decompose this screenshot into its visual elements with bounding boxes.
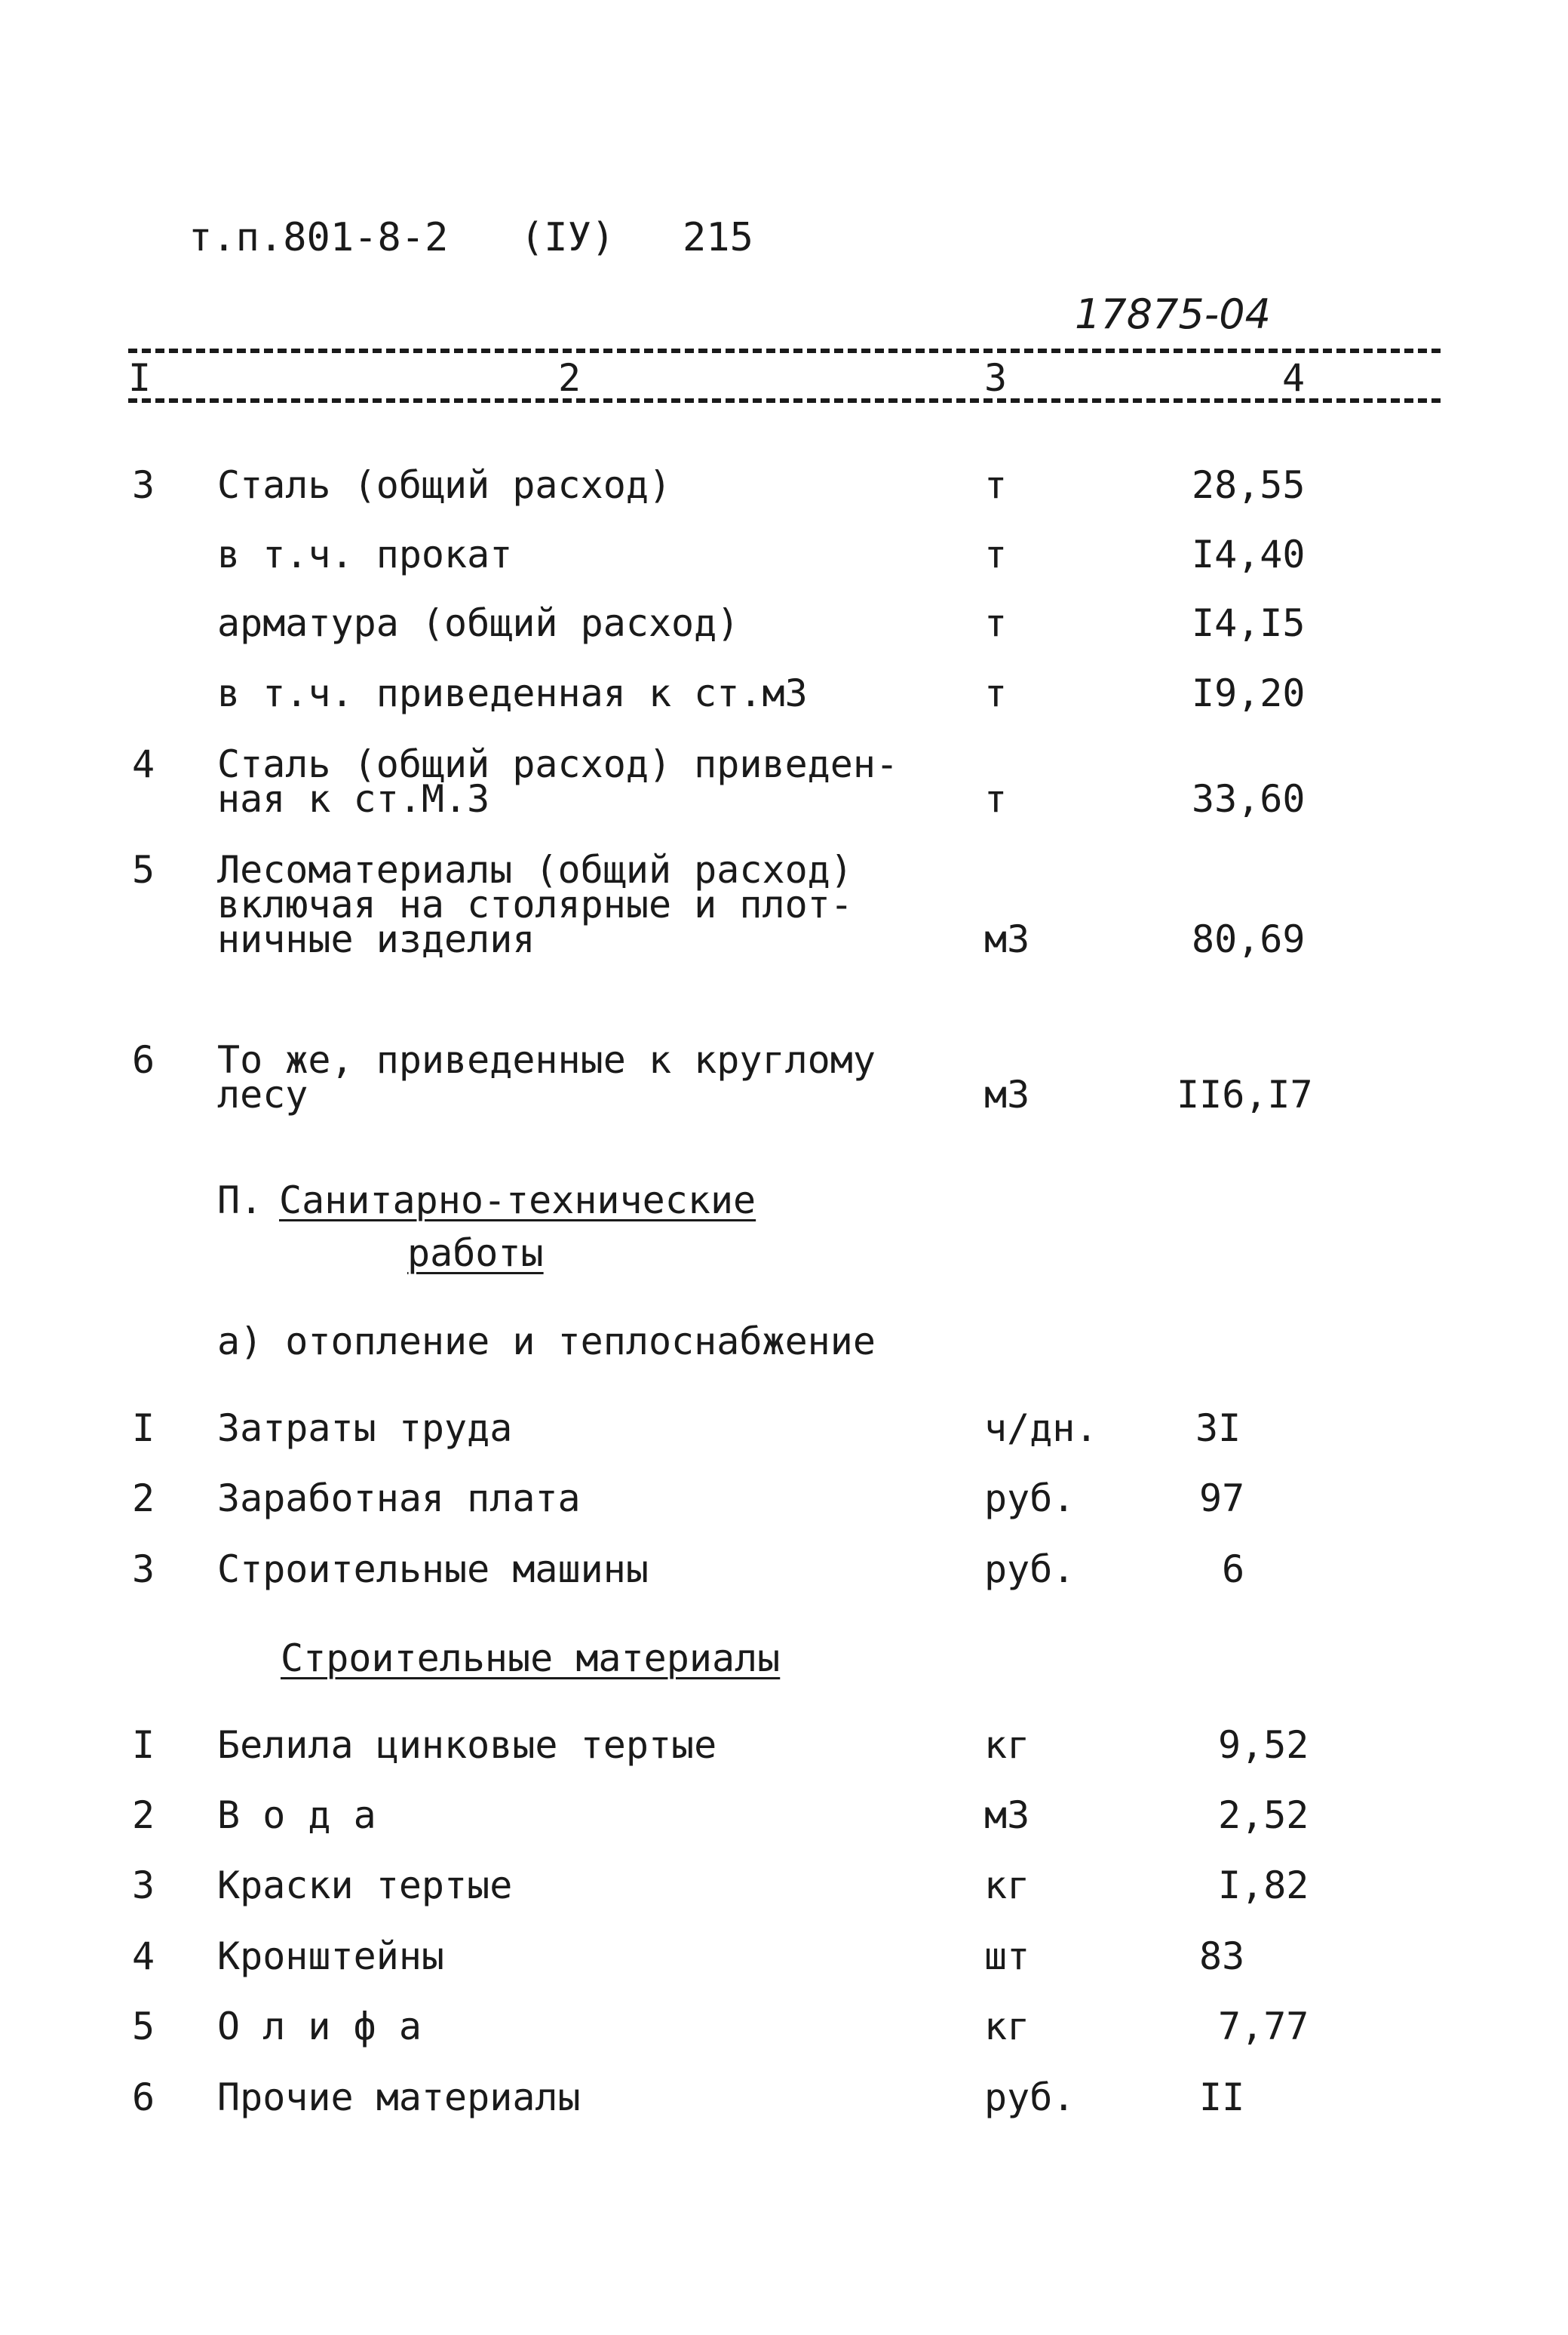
row-text: Прочие материалы: [217, 2075, 581, 2119]
row-number: 3: [132, 463, 155, 507]
row-text: ничные изделия: [217, 917, 535, 961]
row-text: лесу: [217, 1073, 308, 1117]
column-2-header: 2: [558, 356, 581, 400]
row-value: I9,20: [1192, 671, 1306, 715]
handwritten-number: 17875-04: [1075, 290, 1271, 338]
row-text: в т.ч. приведенная к ст.м3: [217, 671, 808, 715]
row-value: 6: [1222, 1547, 1245, 1591]
row-number: 6: [132, 2075, 155, 2119]
row-number: 5: [132, 848, 155, 892]
row-text: арматура (общий расход): [217, 601, 740, 645]
row-text: О л и ф а: [217, 2005, 422, 2048]
row-number: 3: [132, 1863, 155, 1907]
row-unit: т: [984, 777, 1008, 821]
header-rule-bottom: [128, 398, 1441, 403]
row-unit: т: [984, 601, 1008, 645]
section-prefix: П.: [217, 1178, 263, 1222]
materials-title: Строительные материалы: [281, 1636, 781, 1680]
row-text: Затраты труда: [217, 1406, 513, 1450]
row-unit: м3: [984, 1073, 1030, 1117]
row-unit: руб.: [984, 1476, 1076, 1520]
page-number: 215: [683, 215, 753, 260]
row-unit: т: [984, 533, 1008, 576]
row-value: II: [1199, 2075, 1245, 2119]
row-value: II6,I7: [1177, 1073, 1313, 1117]
row-text: Краски тертые: [217, 1863, 513, 1907]
section-title-line2: работы: [407, 1231, 544, 1275]
row-text: В о д а: [217, 1793, 376, 1837]
document-code: т.п.801-8-2: [189, 215, 449, 260]
row-number: 3: [132, 1547, 155, 1591]
row-text: Сталь (общий расход): [217, 463, 672, 507]
row-unit: кг: [984, 1723, 1030, 1767]
row-text: Заработная плата: [217, 1476, 581, 1520]
row-number: 6: [132, 1038, 155, 1082]
row-text: Строительные машины: [217, 1547, 649, 1591]
row-value: 28,55: [1192, 463, 1306, 507]
row-unit: м3: [984, 917, 1030, 961]
row-unit: ч/дн.: [984, 1406, 1098, 1450]
row-unit: кг: [984, 2005, 1030, 2048]
row-unit: м3: [984, 1793, 1030, 1837]
document-part: (IУ): [520, 215, 615, 260]
row-value: I,82: [1218, 1863, 1309, 1907]
row-number: 2: [132, 1476, 155, 1520]
row-text: Кронштейны: [217, 1934, 445, 1978]
column-4-header: 4: [1282, 356, 1306, 400]
row-unit: т: [984, 671, 1008, 715]
row-text: ная к ст.М.3: [217, 777, 490, 821]
row-unit: шт: [984, 1934, 1030, 1978]
row-number: 5: [132, 2005, 155, 2048]
header-rule-top: [128, 349, 1441, 353]
row-number: 4: [132, 1934, 155, 1978]
row-value: 33,60: [1192, 777, 1306, 821]
section-title: Санитарно-технические: [279, 1178, 756, 1222]
row-text: Лесоматериалы (общий расход): [217, 848, 853, 892]
row-unit: руб.: [984, 1547, 1076, 1591]
row-number: 2: [132, 1793, 155, 1837]
row-number: I: [132, 1723, 155, 1767]
row-value: I4,40: [1192, 533, 1306, 576]
row-unit: т: [984, 463, 1008, 507]
row-text: Белила цинковые тертые: [217, 1723, 717, 1767]
row-value: 9,52: [1218, 1723, 1309, 1767]
column-3-header: 3: [984, 356, 1008, 400]
row-value: 3I: [1195, 1406, 1241, 1450]
row-value: 2,52: [1218, 1793, 1309, 1837]
row-text: Сталь (общий расход) приведен-: [217, 742, 899, 786]
row-value: 7,77: [1218, 2005, 1309, 2048]
row-text: в т.ч. прокат: [217, 533, 513, 576]
row-text: То же, приведенные к круглому: [217, 1038, 876, 1082]
row-unit: кг: [984, 1863, 1030, 1907]
column-1-header: I: [128, 356, 152, 400]
row-value: 97: [1199, 1476, 1245, 1520]
row-value: 83: [1199, 1934, 1245, 1978]
row-value: 80,69: [1192, 917, 1306, 961]
row-text: включая на столярные и плот-: [217, 883, 853, 926]
row-unit: руб.: [984, 2075, 1076, 2119]
row-number: 4: [132, 742, 155, 786]
subsection-title: а) отопление и теплоснабжение: [217, 1320, 876, 1363]
row-value: I4,I5: [1192, 601, 1306, 645]
row-number: I: [132, 1406, 155, 1450]
